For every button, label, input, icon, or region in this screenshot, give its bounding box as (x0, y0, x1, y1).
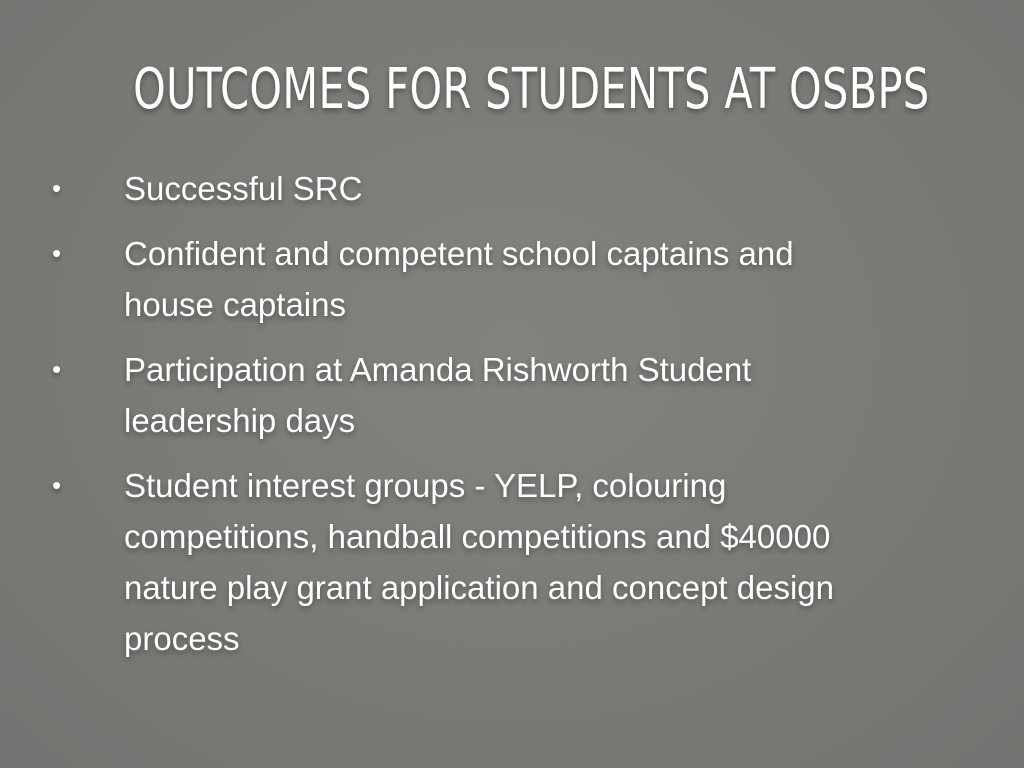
bullet-icon: • (52, 238, 62, 268)
bullet-item (0, 460, 884, 664)
bullet-text: Student interest groups - YELP, colouring competitions, handball competitions and $40000 nature play grant application and concept design process (124, 467, 834, 657)
bullet-item (0, 344, 884, 446)
bullet-item (0, 228, 884, 330)
bullet-item (0, 163, 884, 214)
bullet-icon: • (52, 470, 62, 500)
bullet-list (0, 163, 1024, 678)
bullet-text: Successful SRC (124, 170, 363, 207)
bullet-text: Participation at Amanda Rishworth Student leadership days (124, 351, 752, 439)
bullet-icon: • (52, 354, 62, 384)
slide-title: OUTCOMES FOR STUDENTS AT OSBPS (133, 57, 930, 122)
bullet-icon: • (52, 173, 62, 203)
bullet-text: Confident and competent school captains and house captains (124, 235, 794, 323)
